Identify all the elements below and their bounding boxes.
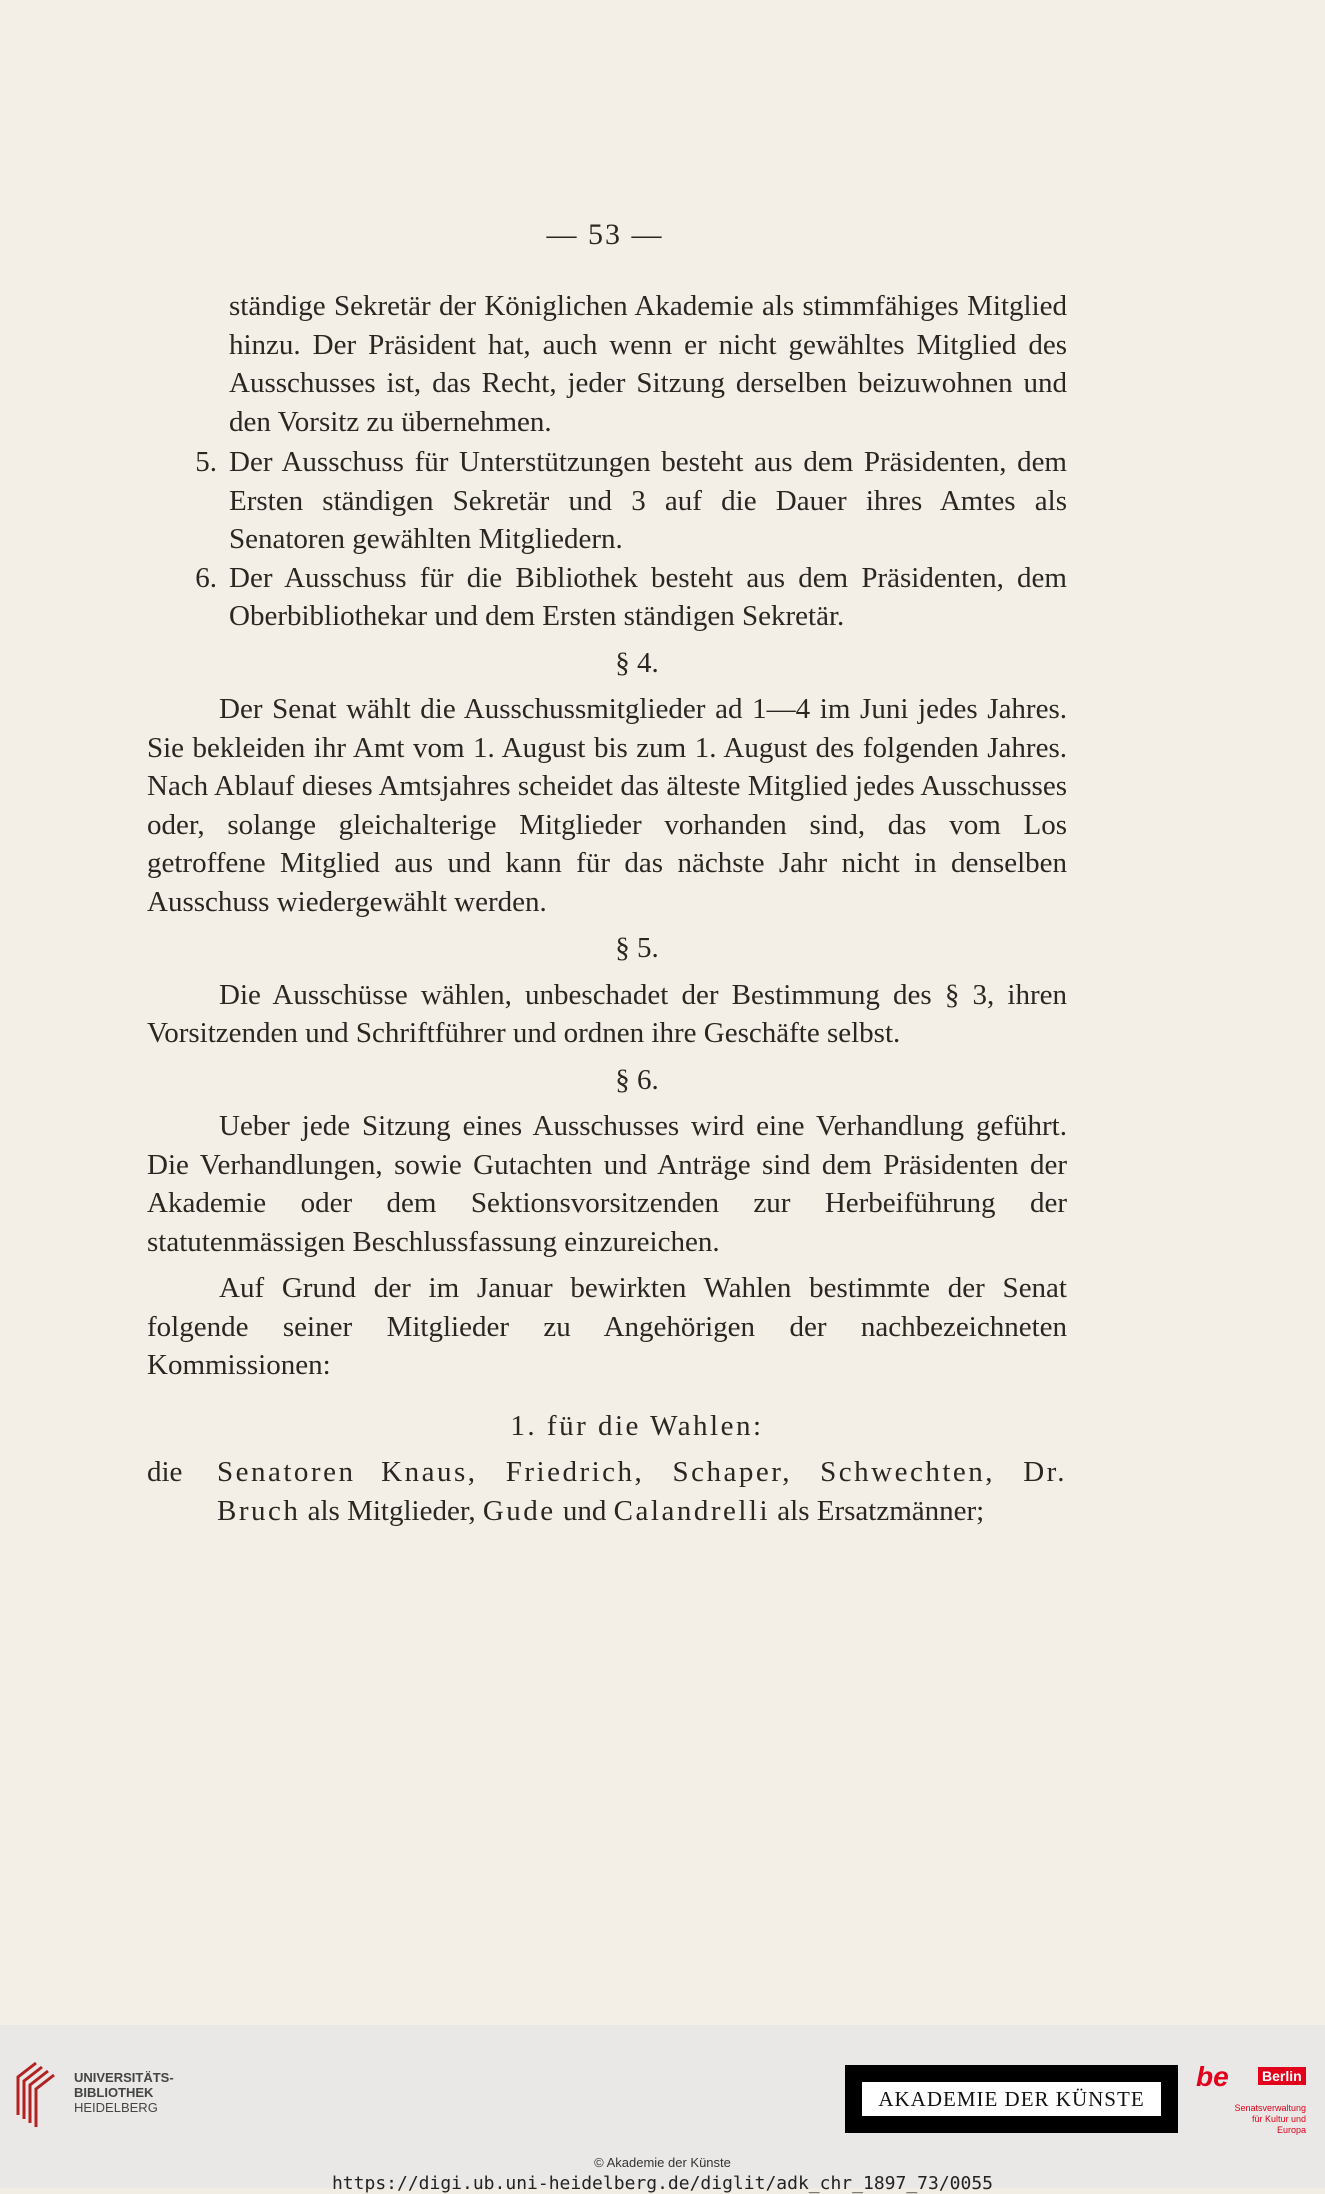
item-number: 6. xyxy=(195,561,217,594)
list-item-wahlen xyxy=(147,1453,1067,1530)
list-item-5 xyxy=(147,443,1067,559)
paragraph: Ueber jede Sitzung eines Ausschusses wird eine Verhandlung geführt. Die Verhandlungen, sowie Gutachten und Anträge sind dem Präsidenten der Akademie oder dem Sektionsvorsitzenden zur Herbeiführung der statutenmässigen Beschlussfassung einzureichen. xyxy=(147,1110,1067,1258)
section-heading-6: § 6. xyxy=(615,1063,659,1096)
paragraph: Die Ausschüsse wählen, unbeschadet der Bestimmung des § 3, ihren Vorsitzenden und Schriftführer und ordnen ihre Geschäfte selbst. xyxy=(147,978,1067,1049)
list-item-6 xyxy=(147,559,1067,636)
akademie-label: AKADEMIE DER KÜNSTE xyxy=(862,2082,1161,2116)
viewer-footer xyxy=(0,2025,1325,2194)
item-text: Der Ausschuss für Unterstützungen besteht aus dem Präsidenten, dem Ersten ständigen Sekretär und 3 auf die Dauer ihres Amtes als Senatoren gewählten Mitgliedern. xyxy=(229,446,1067,555)
body-text xyxy=(147,287,1067,1530)
paragraph-continuation: ständige Sekretär der Königlichen Akademie als stimmfähiges Mitglied hinzu. Der Präsident hat, auch wenn er nicht gewähltes Mitglied des Ausschusses ist, das Recht, jeder Sitzung derselben beizuwohnen und den Vorsitz zu übernehmen. xyxy=(229,290,1067,438)
paragraph: Der Senat wählt die Ausschussmitglieder ad 1—4 im Juni jedes Jahres. Sie bekleiden ihr Amt vom 1. August bis zum 1. August des folgenden Jahres. Nach Ablauf dieses Amtsjahres scheidet das älteste Mitglied jedes Ausschusses oder, solange gleichalterige Mitglieder vorhanden sind, das vom Los getroffene Mitglied aus und kann für das nächste Jahr nicht in denselben Ausschuss wiedergewählt werden. xyxy=(147,693,1067,918)
item-prefix: die xyxy=(147,1456,183,1488)
item-text: Der Ausschuss für die Bibliothek besteht aus dem Präsidenten, dem Oberbibliothekar und dem Ersten ständigen Sekretär. xyxy=(229,561,1067,632)
subheading-wahlen: 1. für die Wahlen: xyxy=(510,1409,764,1442)
item-number: 5. xyxy=(195,446,217,478)
item-text: Senatoren Knaus, Friedrich, Schaper, Schwechten, Dr. Bruch als Mitglieder, Gude und Calandrelli als Ersatzmänner; xyxy=(217,1456,1067,1527)
page-number: — 53 — xyxy=(546,218,664,251)
copyright-notice: © Akademie der Künste xyxy=(594,2155,731,2170)
section-heading-5: § 5. xyxy=(615,932,659,964)
permalink-url[interactable]: https://digi.ub.uni-heidelberg.de/diglit/adk_chr_1897_73/0055 xyxy=(331,2173,994,2194)
paragraph: Auf Grund der im Januar bewirkten Wahlen bestimmte der Senat folgende seiner Mitglieder zu Angehörigen der nachbezeichneten Kommissionen: xyxy=(147,1272,1067,1381)
berlin-brand-mark: be xyxy=(1196,2061,1229,2092)
ub-heidelberg-label: UNIVERSITÄTS- BIBLIOTHEK HEIDELBERG xyxy=(74,2070,174,2115)
list-item xyxy=(147,287,1067,441)
akademie-logo[interactable] xyxy=(845,2065,1178,2133)
berlin-senate-logo[interactable] xyxy=(1196,2061,1306,2141)
berlin-subtitle: Senatsverwaltung für Kultur und Europa xyxy=(1234,2103,1306,2135)
section-heading-4: § 4. xyxy=(615,646,659,679)
berlin-word: Berlin xyxy=(1258,2067,1306,2085)
